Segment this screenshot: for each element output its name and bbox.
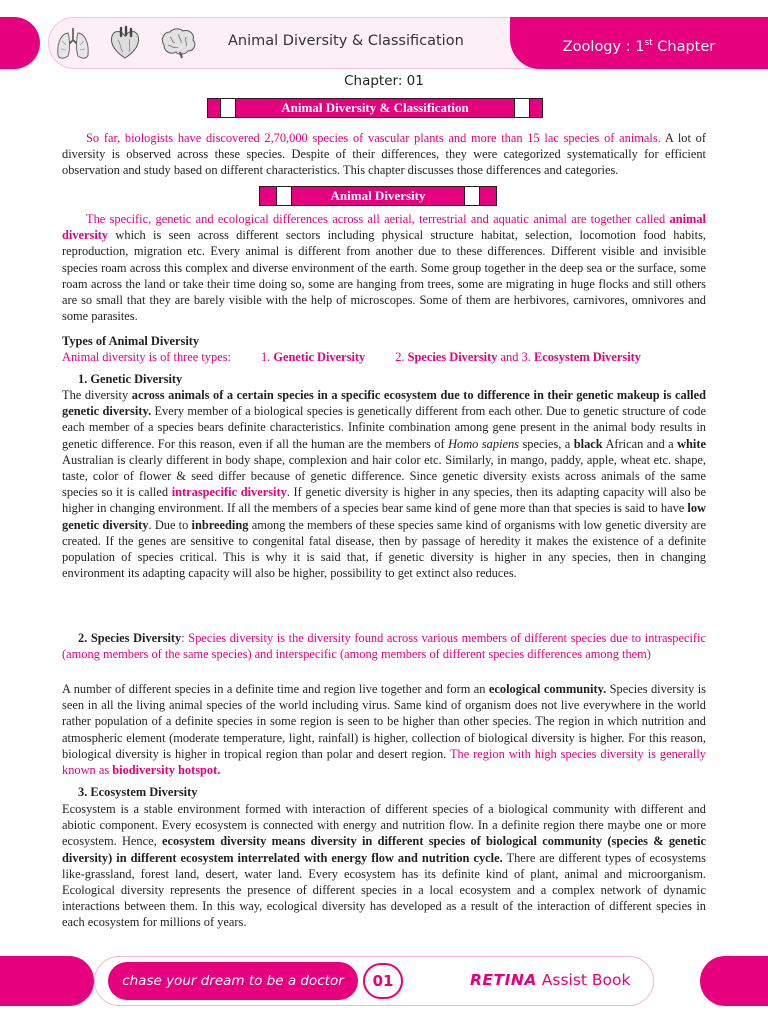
page-number: 01: [363, 963, 403, 999]
section-title: Animal Diversity: [330, 188, 426, 203]
ecosystem-paragraph: Ecosystem is a stable environment formed with interaction of different species of a biological community with different and abiotic component. Every ecosystem is connected with energy and nutrition flow. In a definite region there maybe one or more ecosystem. Hence, ecosystem diversity means diversity in different species of biological community (species & genetic diversity) in different ecosystem interrelated with energy flow and nutrition cycle. There are different types of ecosystems like-grassland, forest land, desert, water land. Every ecosystem has its definite kind of plant, animal and microorganism. Ecological diversity represents the presence of different species in a local ecosystem and a complex network of dynamic interactions between them. In this way, ecological diversity has developed as a result of the interaction of different species in each ecosystem for millions of years.: [62, 802, 706, 930]
genetic-heading: 1. Genetic Diversity: [78, 372, 183, 386]
footer-brand: RETINA Assist Book: [470, 971, 631, 989]
lungs-icon: [54, 25, 92, 61]
intro-paragraph: So far, biologists have discovered 2,70,000 species of vascular plants and more than 15 lac species of animals. A lot of diversity is observed across these species. Despite of their differences, they were categorized systematically for efficient observation and study based on different characteristics. This chapter discusses those differences and categories.: [62, 131, 706, 178]
footer-left-accent: [0, 956, 94, 1006]
ecosystem-heading: 3. Ecosystem Diversity: [78, 785, 198, 799]
types-heading: Types of Animal Diversity: [62, 334, 200, 348]
header-title: Animal Diversity & Classification: [228, 33, 464, 49]
species-paragraph: A number of different species in a definite time and region live together and form an ecological community. Species diversity is seen in all the living animal species of the world including virus. Same kind of organism does not live everywhere in the world rather population of a definite species in some region is seen to be higher than other species. The region in which nutrition and atmospheric element (moderate temperature, light, rainfall) is higher, collection of biological diversity is higher. For this reason, biological diversity is higher in tropical region than polar and desert region. The region with high species diversity is generally known as biodiversity hotspot.: [62, 682, 706, 778]
header-subject: Zoology : 1st Chapter: [562, 38, 716, 55]
header-subject-tab: [510, 17, 768, 69]
section-banner-animal-diversity: [259, 186, 497, 206]
diversity-paragraph: The specific, genetic and ecological differences across all aerial, terrestrial and aquatic animal are together called animal diversity which is seen across different sectors including physical structure habitat, selection, locomotion food habits, reproduction, migration etc. Every animal is different from another due to these differences. Different visible and invisible species roam across this complex and diverse environment of the earth. Some group together in the deep sea or the surface, some roam across the land or take their time doing so, some are hanging from trees, some are migrating in huge flocks and still others are so small that they are barely visible with the help of microscopes. Some of them are herbivores, carnivores, omnivores and some parasites.: [62, 212, 706, 324]
header-icons: [48, 20, 214, 66]
chapter-label: Chapter: 01: [344, 73, 424, 89]
footer-slogan: chase your dream to be a doctor: [122, 973, 344, 989]
brand-logo: RETINA: [470, 971, 537, 989]
genetic-paragraph: The diversity across animals of a certain species in a specific ecosystem due to difference in their genetic makeup is called genetic diversity. Every member of a biological species is genetically different from each other. Due to genetic structure of code each member of a species bears definite characteristics. Infinite combination among gene present in the animal body results in genetic difference. For this reason, even if all the human are the members of Homo sapiens species, a black African and a white Australian is clearly different in body shape, complexion and hair color etc. Similarly, in mango, paddy, apple, wheat etc. shape, taste, color of flower & seed differ because of genetic difference. Since genetic diversity exists across animals of the same species so it is called intraspecific diversity. If genetic diversity is higher in any species, then its adapting capacity will also be higher in changing environment. If all the members of a species bear same kind of gene more than that species is said to have low genetic diversity. Due to inbreeding among the members of these species same kind of organisms with low genetic diversity are created. If the genes are sensitive to congenital fatal disease, then by passage of heredity it makes the existence of a definite population of species critical. This is why it is said that, if genetic diversity is higher in any species, then in changing environment its adapting capacity will also be higher, possibility to get extinct also reduces.: [62, 388, 707, 581]
footer-right-accent: [700, 956, 768, 1006]
chapter-title: Animal Diversity & Classification: [281, 100, 469, 115]
types-list: Animal diversity is of three types: 1. Genetic Diversity 2. Species Diversity and 3. Ecosystem Diversity: [62, 350, 641, 364]
heart-icon: [106, 24, 144, 62]
header-left-accent: [0, 17, 40, 69]
brain-icon: [158, 27, 198, 59]
chapter-title-banner: [207, 98, 543, 118]
species-paragraph-definition: 2. Species Diversity: Species diversity is the diversity found across various members of different species due to intraspecific (among members of the same species) and interspecific (among members of different species differences among them): [62, 631, 706, 662]
